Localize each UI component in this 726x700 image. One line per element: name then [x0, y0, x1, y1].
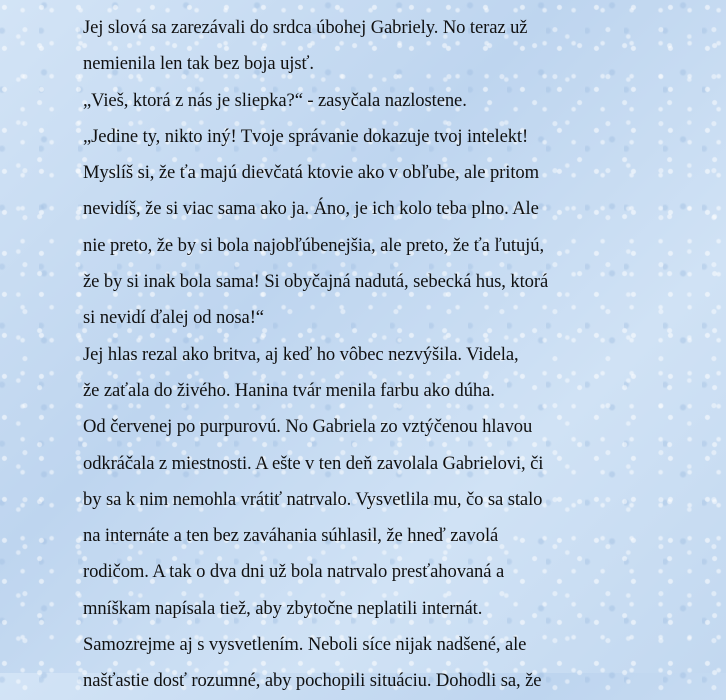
- text-line-9: si nevidí ďalej od nosa!“: [83, 307, 264, 329]
- text-line-15: na internáte a ten bez zaváhania súhlasil, že hneď zavolá: [83, 525, 499, 547]
- text-line-14: by sa k nim nemohla vrátiť natrvalo. Vysvetlila mu, čo sa stalo: [83, 488, 543, 510]
- text-line-5: Myslíš si, že ťa majú dievčatá ktovie ako v obľube, ale pritom: [83, 162, 539, 184]
- text-line-2: nemienila len tak bez boja ujsť.: [83, 53, 314, 75]
- text-line-6: nevidíš, že si viac sama ako ja. Áno, je ich kolo teba plno. Ale: [83, 198, 539, 220]
- text-line-18: Samozrejme aj s vysvetlením. Neboli síce nijak nadšené, ale: [83, 634, 527, 656]
- text-line-16: rodičom. A tak o dva dni už bola natrvalo presťahovaná a: [83, 561, 505, 583]
- text-line-4: „Jedine ty, nikto iný! Tvoje správanie dokazuje tvoj intelekt!: [83, 125, 529, 147]
- text-line-8: že by si inak bola sama! Si obyčajná nadutá, sebecká hus, ktorá: [83, 271, 549, 293]
- text-line-19: našťastie dosť rozumné, aby pochopili situáciu. Dohodli sa, že: [83, 670, 542, 692]
- text-line-13: odkráčala z miestnosti. A ešte v ten deň zavolala Gabrielovi, či: [83, 452, 544, 474]
- text-line-10: Jej hlas rezal ako britva, aj keď ho vôbec nezvýšila. Videla,: [83, 343, 519, 365]
- text-line-12: Od červenej po purpurovú. No Gabriela zo vztýčenou hlavou: [83, 416, 533, 438]
- text-line-1: Jej slová sa zarezávali do srdca úbohej Gabriely. No teraz už: [83, 17, 528, 38]
- text-line-3: „Vieš, ktorá z nás je sliepka?“ - zasyčala nazlostene.: [83, 89, 467, 111]
- text-line-7: nie preto, že by si bola najobľúbenejšia, ale preto, že ťa ľutujú,: [83, 234, 544, 256]
- text-line-17: mníškam napísala tiež, aby zbytočne neplatili internát.: [83, 597, 483, 619]
- document-page: [83, 10, 703, 700]
- text-line-11: že zaťala do živého. Hanina tvár menila farbu ako dúha.: [83, 379, 495, 401]
